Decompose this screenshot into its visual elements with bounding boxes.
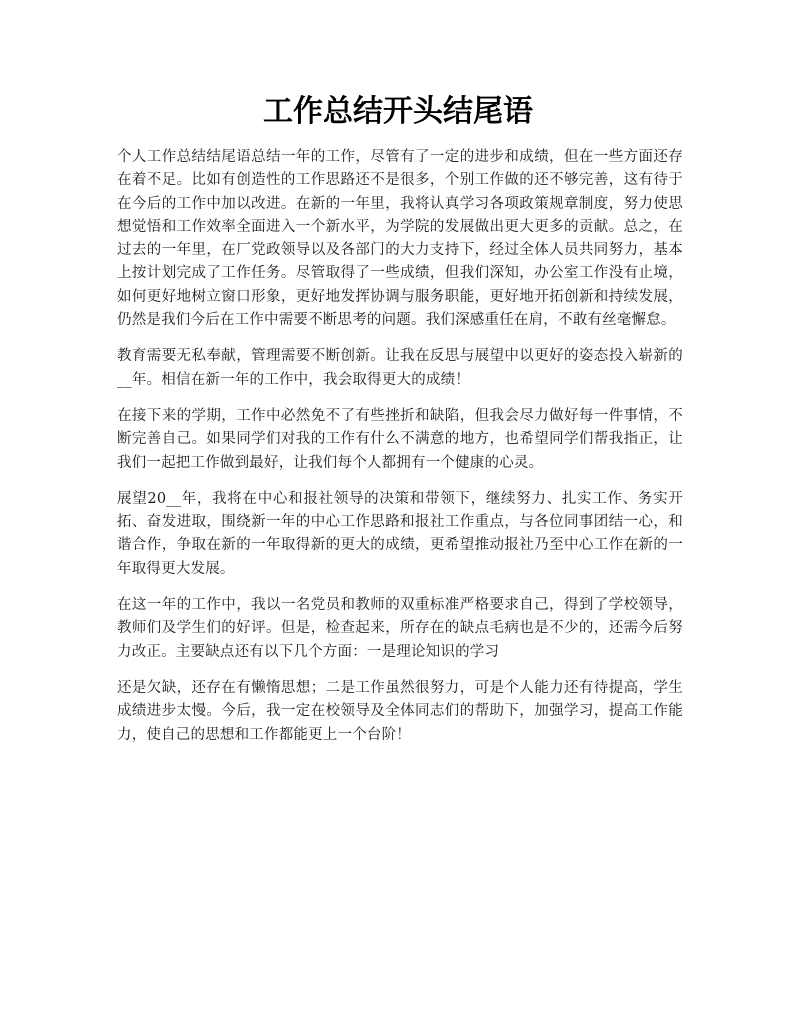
paragraph-4: 展望20__年，我将在中心和报社领导的决策和带领下，继续努力、扎实工作、务实开拓、奋发进取，围绕新一年的中心工作思路和报社工作重点，与各位同事团结一心，和谐合作，争取在新的一年取得新的更大的成绩，更希望推动报社乃至中心工作在新的一年取得更大发展。: [117, 490, 683, 577]
document-title: 工作总结开头结尾语: [263, 94, 533, 129]
document-body: [117, 146, 683, 760]
paragraph-5: 在这一年的工作中，我以一名党员和教师的双重标准严格要求自己，得到了学校领导，教师们及学生们的好评。但是，检查起来，所存在的缺点毛病也是不少的，还需今后努力改正。主要缺点还有以下几个方面：一是理论知识的学习: [117, 597, 683, 660]
paragraph-2: 教育需要无私奉献，管理需要不断创新。让我在反思与展望中以更好的姿态投入崭新的__年。相信在新一年的工作中，我会取得更大的成绩！: [117, 348, 683, 388]
paragraph-3: 在接下来的学期，工作中必然免不了有些挫折和缺陷，但我会尽力做好每一件事情，不断完善自己。如果同学们对我的工作有什么不满意的地方，也希望同学们帮我指正，让我们一起把工作做到最好，让我们每个人都拥有一个健康的心灵。: [117, 407, 683, 471]
paragraph-1: 个人工作总结结尾语总结一年的工作，尽管有了一定的进步和成绩，但在一些方面还存在着不足。比如有创造性的工作思路还不是很多，个别工作做的还不够完善，这有待于在今后的工作中加以改进。在新的一年里，我将认真学习各项政策规章制度，努力使思想觉悟和工作效率全面进入一个新水平，为学院的发展做出更大更多的贡献。总之，在过去的一年里，在厂党政领导以及各部门的大力支持下，经过全体人员共同努力，基本上按计划完成了工作任务。尽管取得了一些成绩，但我们深知，办公室工作没有止境，如何更好地树立窗口形象，更好地发挥协调与服务职能，更好地开拓创新和持续发展，仍然是我们今后在工作中需要不断思考的问题。我们深感重任在肩，不敢有丝毫懈怠。: [117, 149, 683, 329]
paragraph-6: 还是欠缺，还存在有懒惰思想；二是工作虽然很努力，可是个人能力还有待提高，学生成绩进步太慢。今后，我一定在校领导及全体同志们的帮助下，加强学习，提高工作能力，使自己的思想和工作都能更上一个台阶！: [117, 679, 683, 743]
